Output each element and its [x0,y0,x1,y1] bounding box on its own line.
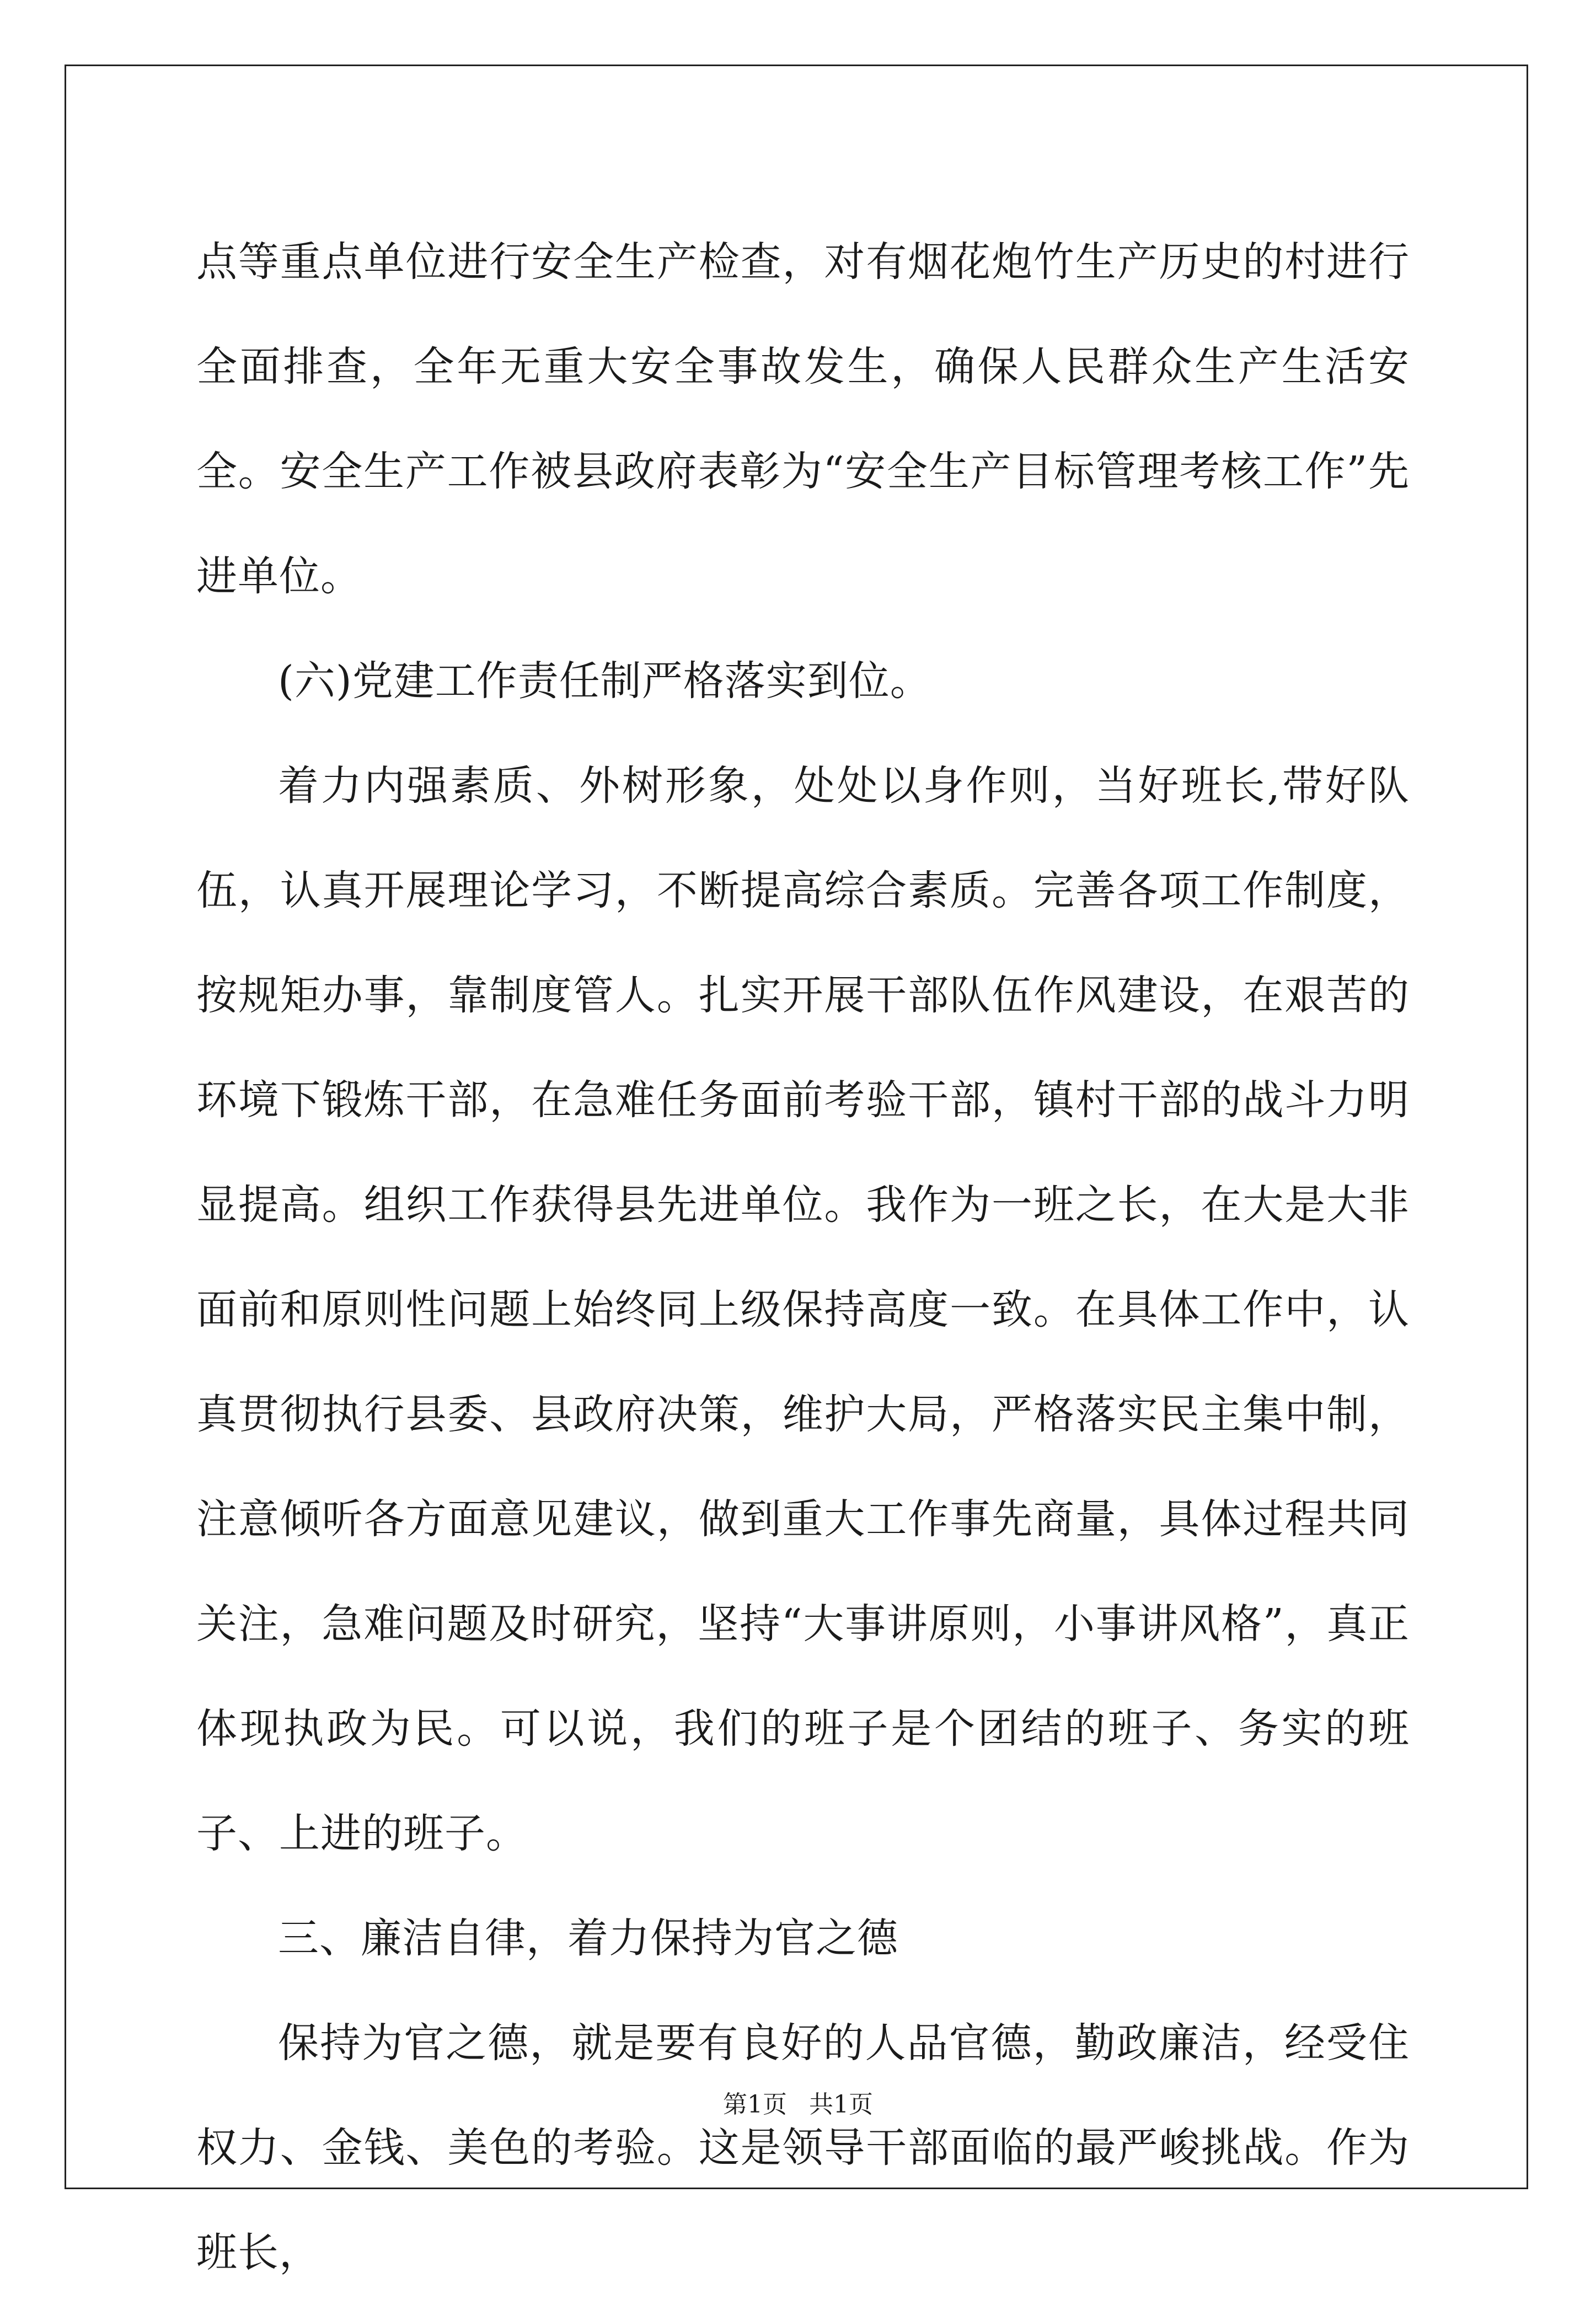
page-number: 第1页 [723,2090,787,2119]
page-footer [0,2084,1596,2120]
page-total: 共1页 [809,2090,873,2119]
section-heading-three: 三、廉洁自律，着力保持为官之德 [278,1915,898,1962]
paragraph-continuation: 点等重点单位进行安全生产检查，对有烟花炮竹生产历史的村进行全面排查，全年无重大安全事故发生，确保人民群众生产生活安全。安全生产工作被县政府表彰为“安全生产目标管理考核工作”先进单位。 [196,238,1410,600]
paragraph-integrity: 保持为官之德，就是要有良好的人品官德，勤政廉洁，经受住权力、金钱、美色的考验。这是领导干部面临的最严峻挑战。作为班长， [196,2019,1410,2276]
document-body [196,210,1410,2305]
paragraph-party-building: 着力内强素质、外树形象，处处以身作则，当好班长,带好队伍，认真开展理论学习，不断提高综合素质。完善各项工作制度，按规矩办事，靠制度管人。扎实开展干部队伍作风建设，在艰苦的环境下锻炼干部，在急难任务面前考验干部，镇村干部的战斗力明显提高。组织工作获得县先进单位。我作为一班之长，在大是大非面前和原则性问题上始终同上级保持高度一致。在具体工作中，认真贯彻执行县委、县政府决策，维护大局，严格落实民主集中制，注意倾听各方面意见建议，做到重大工作事先商量，具体过程共同关注，急难问题及时研究，坚持“大事讲原则，小事讲风格”，真正体现执政为民。可以说，我们的班子是个团结的班子、务实的班子、上进的班子。 [196,762,1410,1857]
section-heading-six: (六)党建工作责任制严格落实到位。 [278,657,931,705]
